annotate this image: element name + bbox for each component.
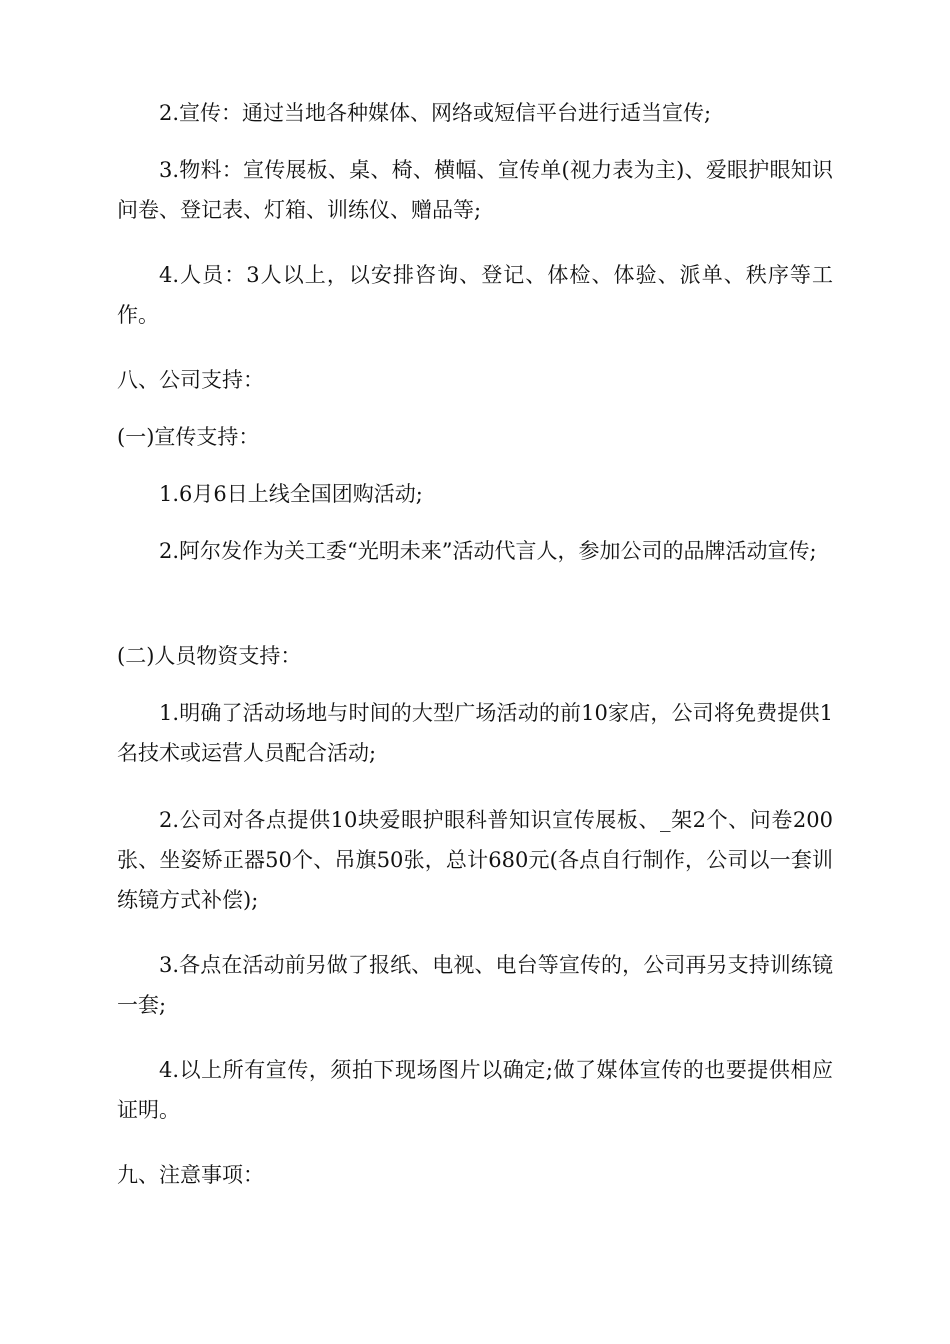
paragraph-publicity: 2.宣传：通过当地各种媒体、网络或短信平台进行适当宣传; — [159, 101, 712, 125]
section-heading-notes: 九、注意事项： — [117, 1163, 264, 1187]
paragraph-supplies: 2.公司对各点提供10块爱眼护眼科普知识宣传展板、_架2个、问卷200张、坐姿矫正器50个、吊旗50张，总计680元(各点自行制作，公司以一套训练镜方式补偿); — [117, 808, 833, 912]
subsection-heading-publicity-support: (一)宣传支持： — [117, 425, 260, 449]
section-heading-company-support: 八、公司支持： — [117, 368, 264, 392]
paragraph-top10-stores: 1.明确了活动场地与时间的大型广场活动的前10家店，公司将免费提供1名技术或运营人员配合活动; — [117, 701, 833, 765]
paragraph-photo-proof: 4.以上所有宣传，须拍下现场图片以确定;做了媒体宣传的也要提供相应证明。 — [117, 1058, 833, 1122]
paragraph-media-support: 3.各点在活动前另做了报纸、电视、电台等宣传的，公司再另支持训练镜一套; — [117, 953, 833, 1017]
paragraph-materials: 3.物料：宣传展板、桌、椅、横幅、宣传单(视力表为主)、爱眼护眼知识问卷、登记表、灯箱、训练仪、赠品等; — [117, 158, 833, 222]
paragraph-groupbuy: 1.6月6日上线全国团购活动; — [159, 482, 423, 506]
paragraph-alpha-spokesperson: 2.阿尔发作为关工委“光明未来”活动代言人，参加公司的品牌活动宣传; — [159, 539, 817, 563]
subsection-heading-staff-material-support: (二)人员物资支持： — [117, 644, 302, 668]
paragraph-staff: 4.人员：3人以上，以安排咨询、登记、体检、体验、派单、秩序等工作。 — [117, 263, 833, 327]
